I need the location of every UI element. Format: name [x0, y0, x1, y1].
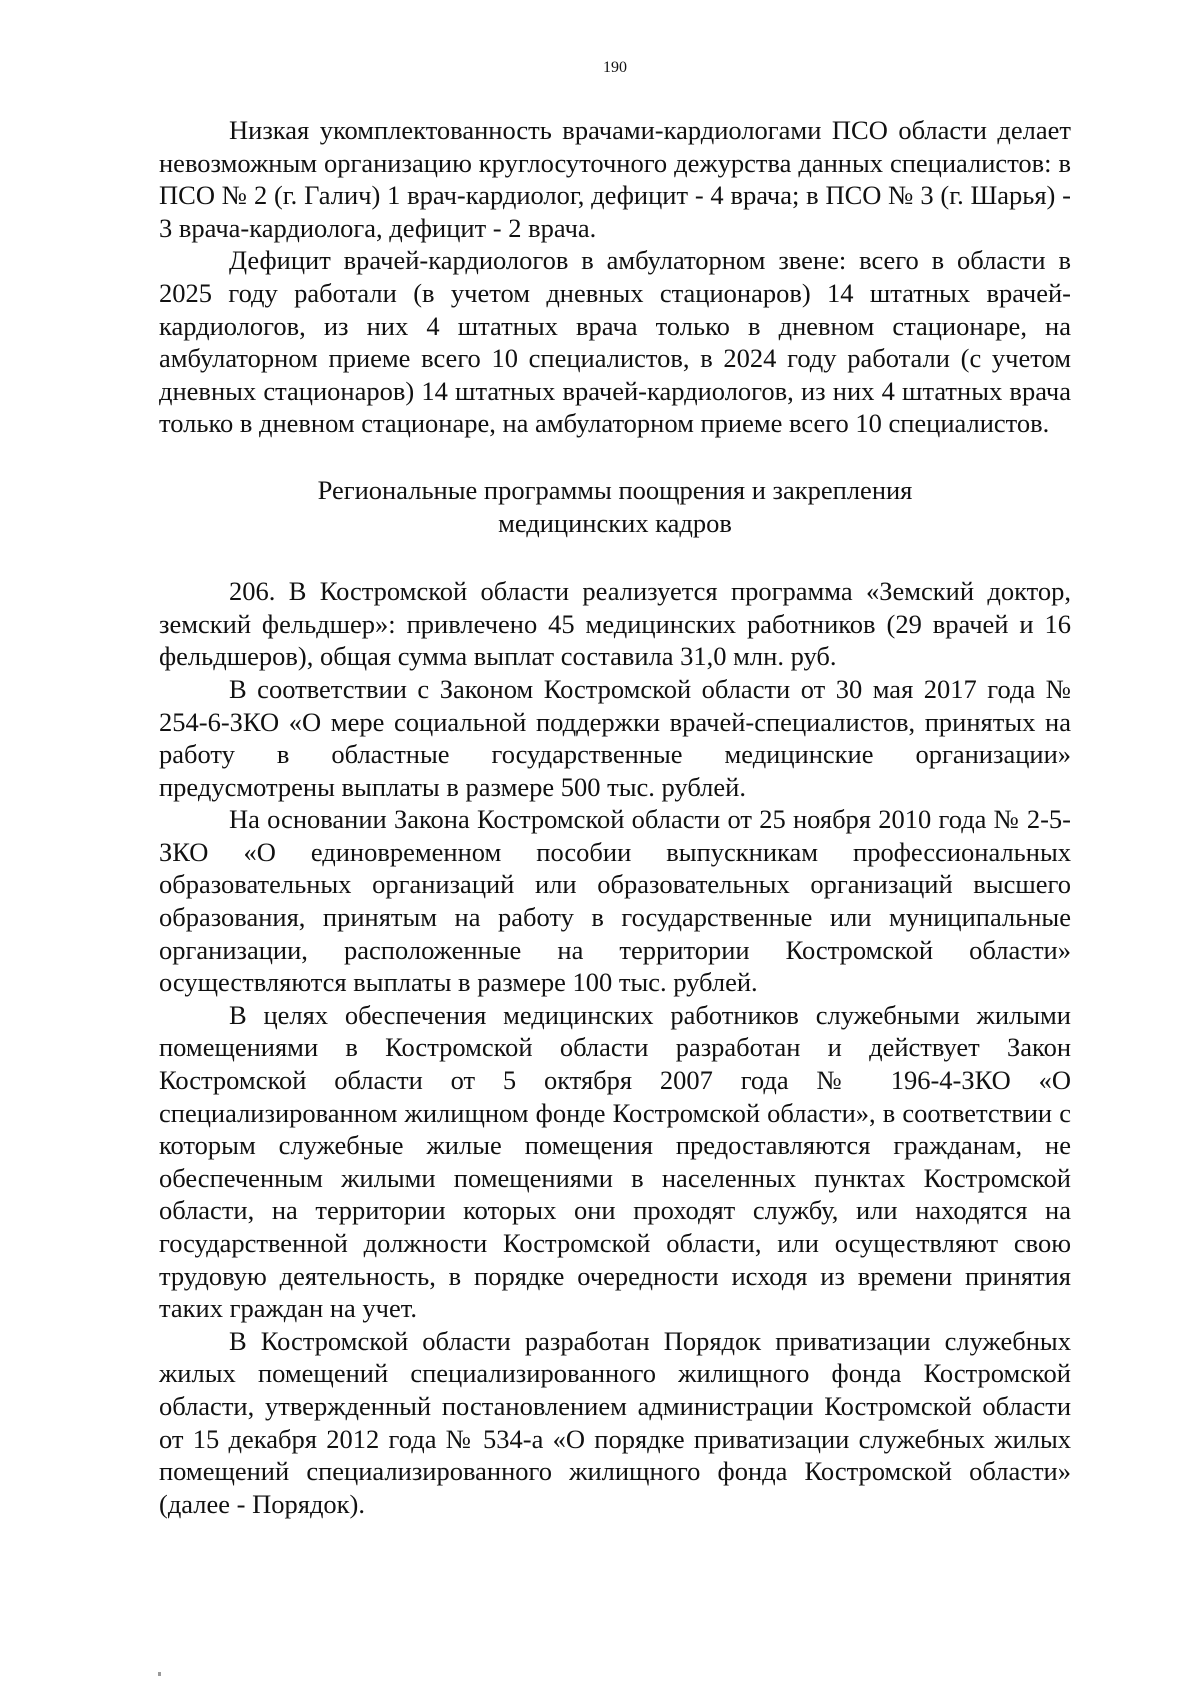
document-body: [159, 114, 1071, 1520]
paragraph-cardiologist-staffing: Низкая укомплектованность врачами-кардиологами ПСО области делает невозможным организацию круглосуточного дежурства данных специалистов: в ПСО № 2 (г. Галич) 1 врач-кардиолог, дефицит - 4 врача; в ПСО № 3 (г. Шарья) - 3 врача-кардиолога, дефицит - 2 врача.: [159, 115, 1071, 243]
paragraph-cardiologist-deficit: Дефицит врачей-кардиологов в амбулаторном звене: всего в области в 2025 году работали (в учетом дневных стационаров) 14 штатных врачей-кардиологов, из них 4 штатных врача только в дневном стационаре, на амбулаторном приеме всего 10 специалистов, в 2024 году работали (с учетом дневных стационаров) 14 штатных врачей-кардиологов, из них 4 штатных врача только в дневном стационаре, на амбулаторном приеме всего 10 специалистов.: [159, 245, 1071, 439]
section-heading: [159, 474, 1071, 539]
paragraph-zemsky-doctor: 206. В Костромской области реализуется программа «Земский доктор, земский фельдшер»: привлечено 45 медицинских работников (29 врачей и 16 фельдшеров), общая сумма выплат составила 31,0 млн. руб.: [159, 576, 1071, 672]
paragraph-law-254: В соответствии с Законом Костромской области от 30 мая 2017 года № 254-6-ЗКО «О мере социальной поддержки врачей-специалистов, принятых на работу в областные государственные медицинские организации» предусмотрены выплаты в размере 500 тыс. рублей.: [159, 673, 1071, 802]
paragraph-housing-law: В целях обеспечения медицинских работников служебными жилыми помещениями в Костромской области разработан и действует Закон Костромской области от 5 октября 2007 года № 196-4-ЗКО «О специализированном жилищном фонде Костромской области», в соответствии с которым служебные жилые помещения предоставляются гражданам, не обеспеченным жилыми помещениями в населенных пунктах Костромской области, на территории которых они проходят службу, или находятся на государственной должности Костромской области, или осуществляют свою трудовую деятельность, в порядке очередности исходя из времени принятия таких граждан на учет.: [159, 999, 1071, 1324]
scan-mark: [158, 1672, 161, 1676]
section-heading-line-2: медицинских кадров: [498, 507, 732, 538]
page-number: 190: [603, 59, 627, 76]
section-heading-line-1: Региональные программы поощрения и закрепления: [317, 474, 913, 505]
paragraph-privatization: В Костромской области разработан Порядок приватизации служебных жилых помещений специализированного жилищного фонда Костромской области, утвержденный постановлением администрации Костромской области от 15 декабря 2012 года № 534-а «О порядке приватизации служебных жилых помещений специализированного жилищного фонда Костромской области» (далее - Порядок).: [159, 1325, 1071, 1519]
paragraph-law-2-5: На основании Закона Костромской области от 25 ноября 2010 года № 2-5-ЗКО «О единовременном пособии выпускникам профессиональных образовательных организаций или образовательных организаций высшего образования, принятым на работу в государственные или муниципальные организации, расположенные на территории Костромской области» осуществляются выплаты в размере 100 тыс. рублей.: [159, 804, 1071, 998]
